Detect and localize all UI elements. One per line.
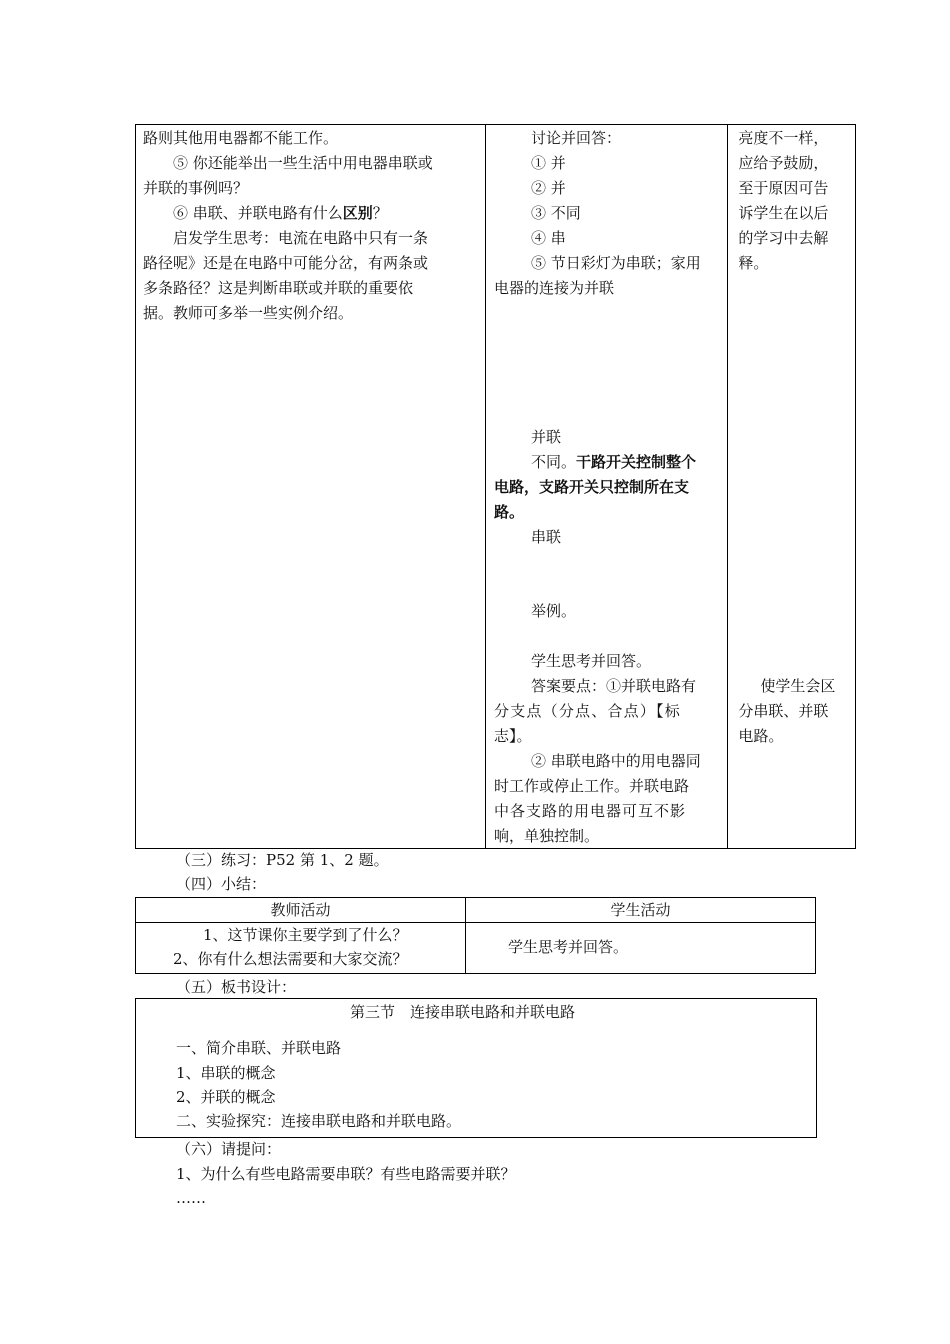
col2-answer-line: 答案要点：①并联电路有 xyxy=(531,677,697,695)
col1-line: 路则其他用电器都不能工作。 xyxy=(143,129,339,147)
summary-header-student: 学生活动 xyxy=(466,898,816,923)
col3-line: 应给予鼓励， xyxy=(738,154,829,172)
summary-student-cell xyxy=(466,923,816,974)
col2-line: ③ 不同 xyxy=(531,204,581,222)
question-1: 1、为什么有些电路需要串联？有些电路需要并联？ xyxy=(176,1165,516,1183)
col2-parallel: 并联 xyxy=(531,428,562,446)
col2-series: 串联 xyxy=(531,528,562,546)
col1-line: 启发学生思考：电流在电路中只有一条 xyxy=(173,229,429,247)
board-line: 2、并联的概念 xyxy=(176,1088,276,1106)
col2-answer-line: 中各支路的用电器可互不影 xyxy=(494,802,687,820)
summary-table xyxy=(135,897,816,974)
col2-line: ① 并 xyxy=(531,154,566,172)
summary-heading: （四）小结： xyxy=(176,875,267,893)
col3-line: 至于原因可告 xyxy=(738,179,829,197)
board-line: 一、简介串联、并联电路 xyxy=(176,1039,342,1057)
col2-answer-line: 志】。 xyxy=(494,727,532,745)
col1-question-6: ⑥ 串联、并联电路有什么区别？ xyxy=(173,204,388,222)
col2-example: 举例。 xyxy=(531,602,577,620)
board-design-box xyxy=(135,998,817,1138)
col2-line: 电器的连接为并联 xyxy=(494,279,615,297)
col2-line: ② 并 xyxy=(531,179,566,197)
col2-diff-line: 电路，支路开关只控制所在支 xyxy=(494,478,690,496)
summary-student-text: 学生思考并回答。 xyxy=(508,938,629,956)
ellipsis: …… xyxy=(176,1189,206,1207)
col1-line: 据。教师可多举一些实例介绍。 xyxy=(143,304,354,322)
questions-heading: （六）请提问： xyxy=(176,1140,282,1158)
col3-line: 的学习中去解 xyxy=(738,229,829,247)
board-line: 1、串联的概念 xyxy=(176,1064,276,1082)
col2-answer-line: 时工作或停止工作。并联电路 xyxy=(494,777,690,795)
practice-heading: （三）练习：P52 第 1、2 题。 xyxy=(176,851,389,869)
lesson-table xyxy=(135,124,856,849)
col2-answer-line: 分支点（分点、合点）【标 xyxy=(494,702,681,720)
teacher-activity-cell xyxy=(136,125,486,849)
col1-line: ⑤ 你还能举出一些生活中用电器串联或 xyxy=(173,154,433,172)
col2-diff-line: 不同。干路开关控制整个 xyxy=(531,453,697,471)
col3-line: 释。 xyxy=(738,254,769,272)
design-intent-cell xyxy=(728,125,856,849)
col2-answer-line: 响，单独控制。 xyxy=(494,827,600,845)
col2-line: ④ 串 xyxy=(531,229,566,247)
student-activity-cell xyxy=(486,125,728,849)
summary-header-teacher: 教师活动 xyxy=(136,898,466,923)
col3-line: 亮度不一样， xyxy=(738,129,829,147)
summary-teacher-cell xyxy=(136,923,466,974)
col2-line: ⑤ 节日彩灯为串联；家用 xyxy=(531,254,701,272)
col2-answer-line: ② 串联电路中的用电器同 xyxy=(531,752,701,770)
col2-diff-line: 路。 xyxy=(494,503,525,521)
board-title: 第三节 连接串联电路和并联电路 xyxy=(350,1003,576,1021)
col3-line: 分串联、并联 xyxy=(738,702,829,720)
col2-line: 讨论并回答： xyxy=(531,129,622,147)
col1-line: 多条路径？这是判断串联或并联的重要依 xyxy=(143,279,414,297)
summary-teacher-line: 2、你有什么想法需要和大家交流？ xyxy=(173,950,408,968)
col3-line: 诉学生在以后 xyxy=(738,204,829,222)
summary-teacher-line: 1、这节课你主要学到了什么？ xyxy=(203,926,408,944)
col3-line: 使学生会区 xyxy=(760,677,836,695)
board-line: 二、实验探究：连接串联电路和并联电路。 xyxy=(176,1112,462,1130)
col3-line: 电路。 xyxy=(738,727,784,745)
board-heading: （五）板书设计： xyxy=(176,978,297,996)
col1-line: 并联的事例吗？ xyxy=(143,179,249,197)
col2-think: 学生思考并回答。 xyxy=(531,652,652,670)
col1-line: 路径呢》还是在电路中可能分岔，有两条或 xyxy=(143,254,429,272)
